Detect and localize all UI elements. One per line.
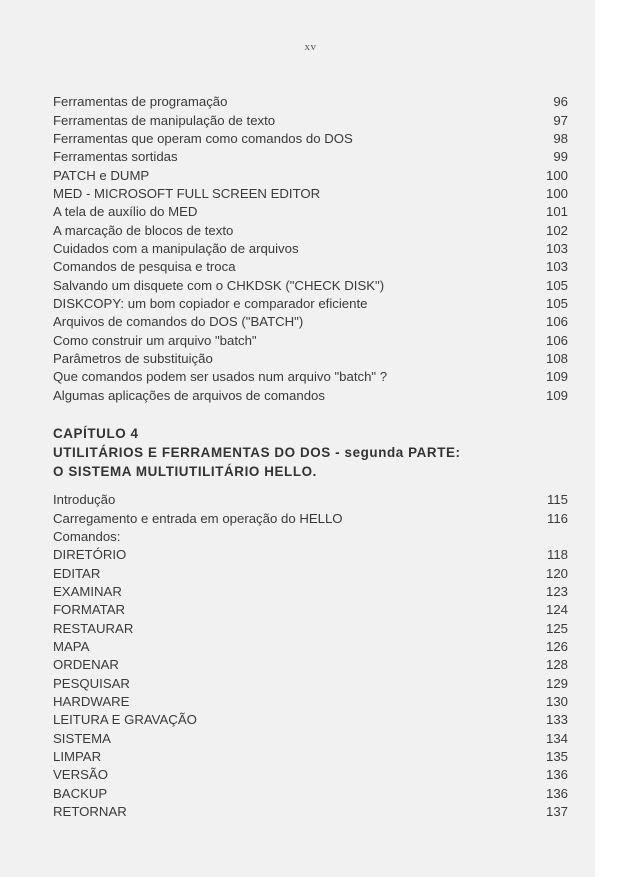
toc-entry-title: A tela de auxílio do MED [53, 204, 198, 220]
toc-entry-page: 101 [545, 204, 568, 220]
toc-entry-title: LIMPAR [53, 748, 102, 764]
toc-entry [53, 674, 568, 692]
toc-entry-page: 136 [545, 785, 568, 801]
toc-entry-page: 123 [545, 583, 568, 599]
toc-entry-title: HARDWARE [53, 693, 130, 709]
toc-entry [53, 693, 568, 711]
toc-entry [53, 387, 568, 405]
toc-entry-title: MED - MICROSOFT FULL SCREEN EDITOR [53, 185, 321, 201]
toc-entry-title: BACKUP [53, 785, 108, 801]
toc-entry [53, 564, 568, 582]
toc-entry-title: Arquivos de comandos do DOS ("BATCH") [53, 314, 304, 330]
toc-entry-title: Ferramentas que operam como comandos do DOS [53, 130, 353, 146]
toc-entry-title: DISKCOPY: um bom copiador e comparador eficiente [53, 295, 368, 311]
toc-entry-title: SISTEMA [53, 730, 111, 746]
toc-entry [53, 656, 568, 674]
toc-entry-page: 125 [545, 620, 568, 636]
toc-entry-page: 116 [546, 510, 568, 526]
toc-entry [53, 111, 568, 129]
toc-entry-title: PESQUISAR [53, 675, 130, 691]
chapter-title-line-1: UTILITÁRIOS E FERRAMENTAS DO DOS - segunda PARTE: [53, 445, 461, 460]
toc-entry-page: 115 [546, 492, 568, 508]
toc-entry [53, 185, 568, 203]
toc-entry [53, 785, 568, 803]
toc-entry-page: 109 [545, 387, 568, 403]
toc-entry [53, 130, 568, 148]
toc-entry [53, 221, 568, 239]
toc-entry-page: 136 [545, 767, 568, 783]
page-folio: xv [304, 41, 317, 53]
toc-entry-page: 133 [545, 712, 568, 728]
toc-entry-title: VERSÃO [53, 767, 108, 783]
toc-entry-title: Como construir um arquivo "batch" [53, 332, 257, 348]
toc-entry [53, 638, 568, 656]
toc-entry [53, 203, 568, 221]
toc-entry-page: 137 [545, 804, 568, 820]
toc-entry-title: Cuidados com a manipulação de arquivos [53, 240, 299, 256]
toc-entry [53, 528, 568, 546]
toc-entry [53, 546, 568, 564]
toc-entry-title: Comandos: [53, 528, 121, 544]
toc-entry-title: Algumas aplicações de arquivos de comandos [53, 387, 325, 403]
toc-entry-title: Ferramentas de manipulação de texto [53, 112, 276, 128]
toc-entry-page: 134 [545, 730, 568, 746]
toc-entry-page: 118 [546, 547, 568, 563]
toc-entry [53, 803, 568, 821]
toc-entry-page: 100 [545, 167, 568, 183]
chapter-heading [53, 424, 461, 481]
toc-entry-title: RETORNAR [53, 804, 127, 820]
toc-entry-page: 129 [545, 675, 568, 691]
toc-entry [53, 258, 568, 276]
toc-entry-title: EXAMINAR [53, 583, 122, 599]
toc-entry-page: 108 [545, 350, 568, 366]
toc-entry-page: 124 [545, 602, 568, 618]
toc-entry [53, 350, 568, 368]
toc-entry-title: Carregamento e entrada em operação do HELLO [53, 510, 343, 526]
toc-entry [53, 313, 568, 331]
toc-entry [53, 295, 568, 313]
toc-entry [53, 166, 568, 184]
toc-entry-title: RESTAURAR [53, 620, 134, 636]
toc-entry-page: 105 [545, 277, 568, 293]
toc-entry [53, 368, 568, 386]
toc-entry-title: Salvando um disquete com o CHKDSK ("CHECK DISK") [53, 277, 385, 293]
toc-entry-page: 103 [545, 259, 568, 275]
toc-entry-page: 128 [545, 657, 568, 673]
toc-entry-page: 135 [545, 748, 568, 764]
toc-entry [53, 601, 568, 619]
toc-entry-title: DIRETÓRIO [53, 547, 127, 563]
toc-entry-title: Parâmetros de substituição [53, 350, 213, 366]
toc-entry [53, 491, 568, 509]
toc-entry [53, 331, 568, 349]
toc-entry [53, 619, 568, 637]
toc-entry-page: 98 [553, 130, 568, 146]
toc-entry-page: 130 [545, 693, 568, 709]
toc-entry-title: FORMATAR [53, 602, 126, 618]
toc-entry-page: 126 [545, 638, 568, 654]
toc-entry-page: 103 [545, 240, 568, 256]
toc-section-b [53, 491, 568, 821]
toc-entry-title: MAPA [53, 638, 90, 654]
toc-entry-title: A marcação de blocos de texto [53, 222, 234, 238]
toc-entry-title: LEITURA E GRAVAÇÃO [53, 712, 197, 728]
toc-entry [53, 240, 568, 258]
toc-entry [53, 509, 568, 527]
toc-entry [53, 583, 568, 601]
toc-entry-page: 99 [553, 149, 568, 165]
toc-entry-title: Ferramentas sortidas [53, 149, 178, 165]
toc-entry-page: 105 [545, 295, 568, 311]
toc-entry-title: EDITAR [53, 565, 101, 581]
toc-entry [53, 766, 568, 784]
toc-entry-page: 106 [545, 332, 568, 348]
toc-entry-title: Comandos de pesquisa e troca [53, 259, 236, 275]
toc-entry-page: 109 [545, 369, 568, 385]
toc-entry [53, 93, 568, 111]
toc-entry [53, 276, 568, 294]
toc-entry-title: PATCH e DUMP [53, 167, 150, 183]
toc-section-a [53, 93, 568, 405]
toc-entry-title: Introdução [53, 492, 116, 508]
toc-entry-title: Ferramentas de programação [53, 94, 228, 110]
chapter-number: CAPÍTULO 4 [53, 426, 139, 441]
toc-entry-page: 100 [545, 185, 568, 201]
toc-entry-page: 102 [545, 222, 568, 238]
toc-entry-page: 97 [553, 112, 568, 128]
toc-entry [53, 729, 568, 747]
toc-entry-page: 106 [545, 314, 568, 330]
toc-entry-title: ORDENAR [53, 657, 119, 673]
toc-entry [53, 148, 568, 166]
toc-entry [53, 711, 568, 729]
toc-entry-page: 96 [553, 94, 568, 110]
toc-entry-page: 120 [545, 565, 568, 581]
toc-entry [53, 748, 568, 766]
chapter-title-line-2: O SISTEMA MULTIUTILITÁRIO HELLO. [53, 464, 317, 479]
toc-entry-title: Que comandos podem ser usados num arquivo "batch" ? [53, 369, 388, 385]
